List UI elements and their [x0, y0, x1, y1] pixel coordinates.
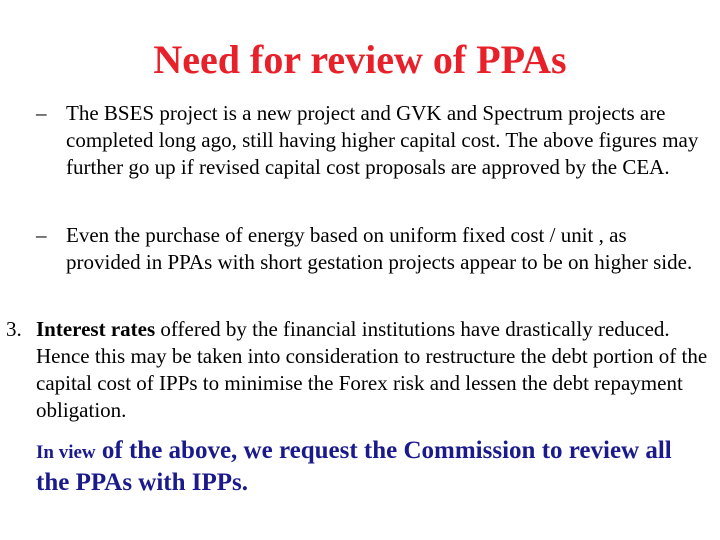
dash-marker: – [36, 223, 47, 247]
bullet-energy-purchase [36, 222, 706, 276]
point-text [6, 316, 712, 424]
conclusion-body: of the above, we request the Commission to review all the PPAs with IPPs. [36, 437, 672, 496]
bullet-bses [36, 100, 706, 181]
bullet-text: Even the purchase of energy based on uniform fixed cost / unit , as provided in PPAs with short gestation projects appear to be on higher side. [66, 223, 693, 274]
point-emphasis: Interest rates [36, 317, 156, 341]
point-body: offered by the financial institutions have drastically reduced. Hence this may be taken into consideration to restructure the debt portion of the capital cost of IPPs to minimise the Forex risk and lessen the debt repayment obligation. [36, 317, 708, 422]
conclusion-lead: In view [36, 442, 96, 463]
bullet-text: The BSES project is a new project and GVK and Spectrum projects are completed long ago, still having higher capital cost. The above figures may further go up if revised capital cost proposals are approved by the CEA. [66, 101, 699, 179]
point-interest-rates [6, 316, 712, 424]
conclusion-statement [36, 436, 706, 498]
dash-marker: – [36, 101, 47, 125]
slide-title: Need for review of PPAs [153, 37, 567, 82]
point-number: 3. [6, 317, 22, 341]
